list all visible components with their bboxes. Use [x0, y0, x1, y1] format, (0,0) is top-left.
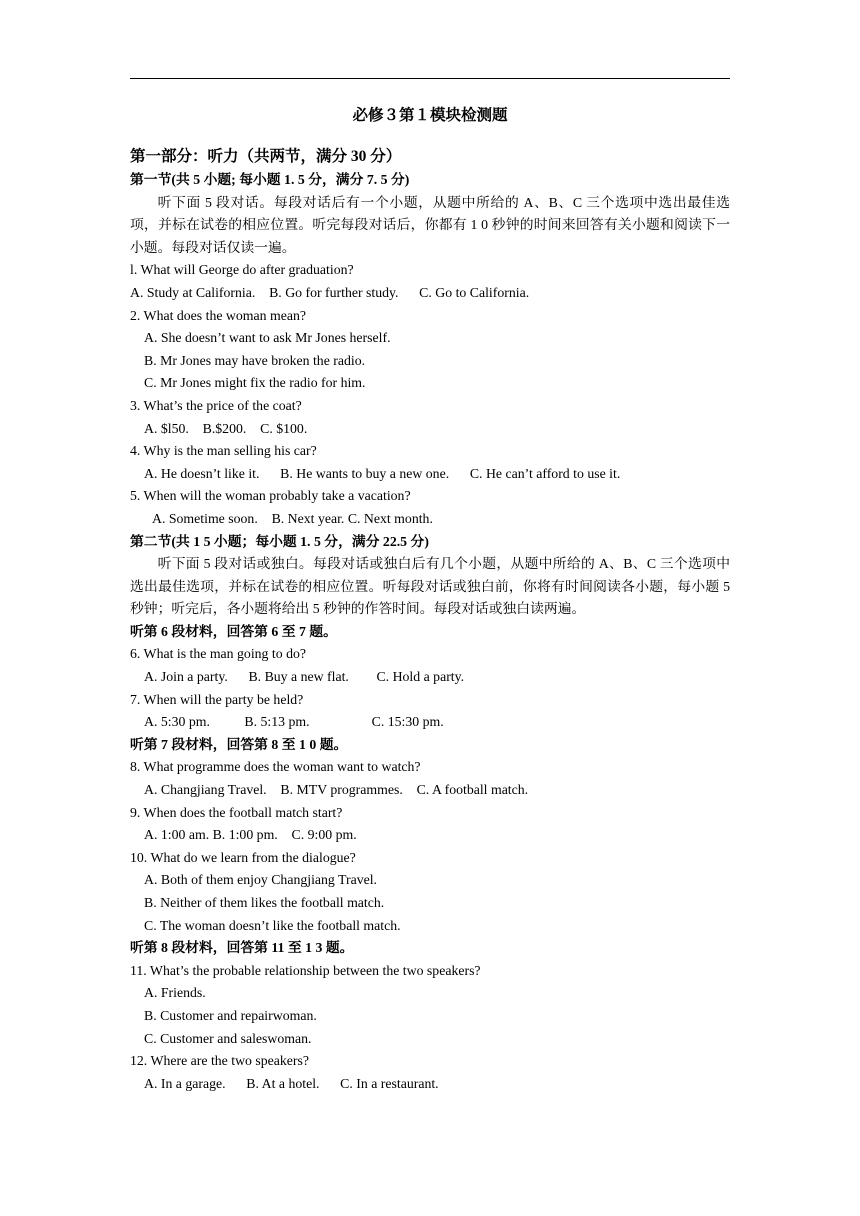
question-8: 8. What programme does the woman want to watch?	[130, 759, 421, 775]
question-8-options: A. Changjiang Travel. B. MTV programmes. C. A football match.	[144, 782, 529, 798]
question-7-options: A. 5:30 pm. B. 5:13 pm. C. 15:30 pm.	[144, 714, 444, 730]
question-2-option-c: C. Mr Jones might fix the radio for him.	[144, 375, 366, 391]
question-11: 11. What’s the probable relationship between the two speakers?	[130, 962, 481, 978]
question-12: 12. Where are the two speakers?	[130, 1053, 310, 1069]
question-11-option-c: C. Customer and saleswoman.	[144, 1030, 312, 1046]
question-3: 3. What’s the price of the coat?	[130, 397, 302, 413]
document-body	[130, 103, 730, 1095]
question-3-options: A. $l50. B.$200. C. $100.	[144, 420, 308, 436]
question-11-option-b: B. Customer and repairwoman.	[144, 1007, 317, 1023]
question-10-option-a: A. Both of them enjoy Changjiang Travel.	[144, 872, 377, 888]
question-1-options: A. Study at California. B. Go for further study. C. Go to California.	[130, 284, 530, 300]
question-6: 6. What is the man going to do?	[130, 646, 307, 662]
question-6-options: A. Join a party. B. Buy a new flat. C. Hold a party.	[144, 669, 465, 685]
question-9-options: A. 1:00 am. B. 1:00 pm. C. 9:00 pm.	[144, 827, 357, 843]
section-instructions: 听下面 5 段对话或独白。每段对话或独白后有几个小题，从题中所给的 A、B、C 三个选项中选出最佳选项，并标在试卷的相应位置。听每段对话或独白前，你将有时间阅读各小题，每小题 5 秒钟；听完后，各小题将给出 5 秒钟的作答时间。每段对话或独白读两遍。	[130, 556, 730, 617]
part-heading: 第一部分：听力（共两节，满分 30 分）	[130, 148, 402, 165]
question-7: 7. When will the party be held?	[130, 691, 304, 707]
question-4: 4. Why is the man selling his car?	[130, 443, 317, 459]
question-2-option-b: B. Mr Jones may have broken the radio.	[144, 352, 366, 368]
question-11-option-a: A. Friends.	[144, 985, 206, 1001]
question-5-options: A. Sometime soon. B. Next year. C. Next month.	[152, 510, 433, 526]
question-4-options: A. He doesn’t like it. B. He wants to buy a new one. C. He can’t afford to use it.	[144, 465, 621, 481]
question-2: 2. What does the woman mean?	[130, 307, 306, 323]
question-10-option-b: B. Neither of them likes the football match.	[144, 895, 385, 910]
question-1: l. What will George do after graduation?	[130, 262, 354, 278]
material-heading: 听第 8 段材料，回答第 11 至 1 3 题。	[130, 940, 354, 956]
material-heading: 听第 6 段材料，回答第 6 至 7 题。	[130, 623, 337, 639]
question-2-option-a: A. She doesn’t want to ask Mr Jones herself.	[144, 330, 391, 346]
question-9: 9. When does the football match start?	[130, 804, 343, 820]
section-instructions: 听下面 5 段对话。每段对话后有一个小题，从题中所给的 A、B、C 三个选项中选出最佳选项，并标在试卷的相应位置。听完每段对话后，你都有 1 0 秒钟的时间来回答有关小题和阅读下一小题。每段对话仅读一遍。	[130, 194, 730, 255]
page-title: 必修３第１模块检测题	[352, 107, 508, 124]
section-heading: 第二节(共 1 5 小题；每小题 1. 5 分，满分 22.5 分)	[130, 533, 429, 549]
question-12-options: A. In a garage. B. At a hotel. C. In a restaurant.	[144, 1075, 439, 1091]
question-5: 5. When will the woman probably take a vacation?	[130, 488, 411, 504]
section-heading: 第一节(共 5 小题; 每小题 1. 5 分，满分 7. 5 分)	[130, 172, 410, 187]
question-10: 10. What do we learn from the dialogue?	[130, 849, 356, 865]
header-rule	[130, 78, 730, 79]
question-10-option-c: C. The woman doesn’t like the football match.	[144, 917, 401, 933]
material-heading: 听第 7 段材料，回答第 8 至 1 0 题。	[130, 736, 348, 752]
